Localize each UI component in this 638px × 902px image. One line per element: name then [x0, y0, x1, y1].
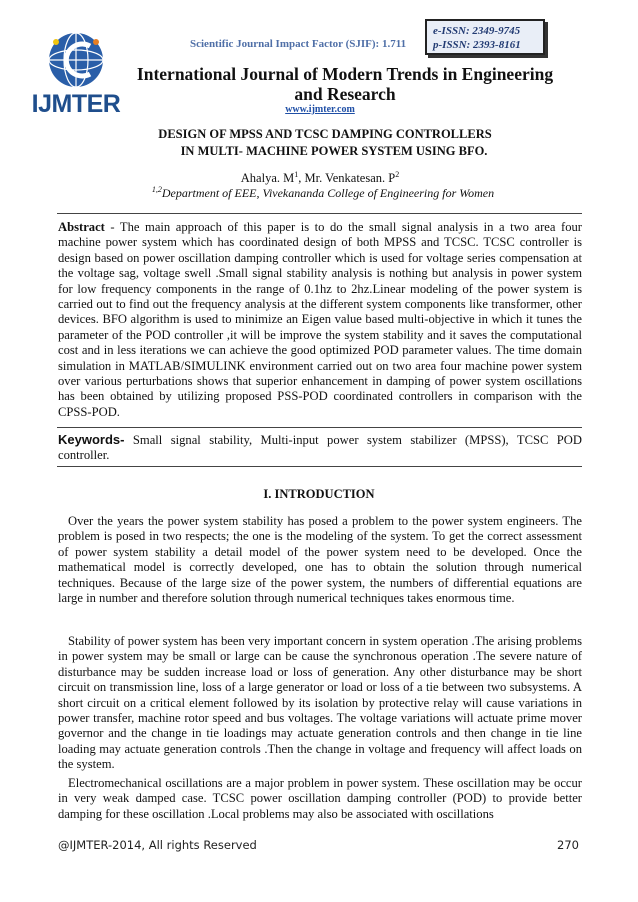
journal-url-link[interactable]: www.ijmter.com: [285, 104, 355, 115]
divider-bottom: [57, 466, 582, 467]
affiliation-sup: 1,2: [151, 185, 162, 194]
author-1: Ahalya. M: [240, 171, 295, 186]
journal-title: [135, 64, 555, 104]
intro-paragraph-3: Electromechanical oscillations are a major problem in power system. These oscillation may be occur in very weak damped case. TCSC power oscillation damping controller (POD) to provide better damping for these oscillation .Local problems may also be associated with oscillations: [58, 776, 582, 821]
divider-top: [57, 213, 582, 214]
logo-wordmark: IJMTER: [31, 90, 121, 118]
journal-title-line2: and Research: [294, 84, 396, 104]
journal-title-line1: International Journal of Modern Trends in Engineering: [136, 64, 554, 84]
intro-paragraph-1: Over the years the power system stability has posed a problem to the power system engineers. The problem is posed in two respects; the one is the modeling of the system. To get the correct assessment of power system stability a detail model of the power system need to be developed. Once the mathematical model is correctly developed, one has to obtain the solution through numerical techniques. Because of the large size of the power system, the numbers of differential equations are large in number and therefore solution through numerical techniques takes enormous time.: [58, 514, 582, 606]
abstract-label: Abstract: [58, 220, 105, 234]
authors: [150, 170, 490, 186]
impact-factor: Scientific Journal Impact Factor (SJIF): 1.711: [190, 38, 407, 50]
author-2-sup: 2: [395, 170, 400, 179]
footer-copyright: @IJMTER-2014, All rights Reserved: [58, 838, 257, 852]
keywords: [58, 432, 582, 464]
divider-middle: [57, 427, 582, 428]
paper-title: [115, 126, 535, 160]
paper-title-line2: IN MULTI- MACHINE POWER SYSTEM USING BFO.: [180, 144, 488, 158]
abstract: [58, 220, 582, 420]
paper-title-line1: DESIGN OF MPSS AND TCSC DAMPING CONTROLLERS: [158, 127, 492, 141]
intro-paragraph-2: Stability of power system has been very important concern in system operation .The arising problems in power system may be small or large can be cause the synchronous operation .The severe nature of disturbance may be sudden increase load or loss of generation. Any other disturbance may be short circuit on transmission line, loss of a large generator or load or loss of a tie between two subsystems. A short circuit on a critical element followed by its isolation by protective relay will cause variations in power transfer, machine rotor speed and bus voltages. The voltage variations will actuate prime mover governor and the change in tie loadings may actuate generation controls and then change in tie line loading may actuate generation controls .Then the change in voltage and frequency will affect loads on the system.: [58, 634, 582, 772]
journal-logo: [30, 30, 122, 122]
keywords-text: Small signal stability, Multi-input power system stabilizer (MPSS), TCSC POD controller.: [58, 433, 582, 463]
affiliation-text: Department of EEE, Vivekananda College of Engineering for Women: [161, 186, 495, 200]
footer-page-number: 270: [557, 838, 579, 852]
globe-icon: [30, 30, 122, 92]
eissn: e-ISSN: 2349-9745: [433, 25, 521, 37]
author-1-sup: 1: [294, 170, 299, 179]
pissn: p-ISSN: 2393-8161: [433, 39, 521, 51]
affiliation: [148, 185, 498, 201]
author-2: , Mr. Venkatesan. P: [298, 171, 396, 186]
abstract-text: - The main approach of this paper is to do the small signal analysis in a two area four machine power system which has coordinated design of both MPSS and TCSC. TCSC controller is design based on power oscillation damping controller which is used for voltage series compensation at the voltage sag, voltage swell .Small signal stability analysis is nothing but analysis in power system for low frequency components in the range of 0.1hz to 2hz.Linear modeling of the power system is carried out to find out the frequency analysis at the different system components like transformer, other devices. BFO algorithm is used to minimize an Eigen value based multi-objective in which it tunes the parameter of the POD controller ,it will be improve the system stability and it saves the computational cost and in less iterations we can achieve the good optimized POD parameter values. The time domain simulation in MATLAB/SIMULINK environment carried out on two area four machine power system over various perturbations shows that superior enhancement in damping of power system oscillations has been obtained by utilizing proposed PSS-POD coordinated controllers in comparison with the CPSS-POD.: [58, 220, 582, 419]
issn-box: [425, 19, 545, 55]
keywords-label: Keywords-: [58, 432, 125, 447]
section-heading: I. INTRODUCTION: [263, 487, 375, 501]
